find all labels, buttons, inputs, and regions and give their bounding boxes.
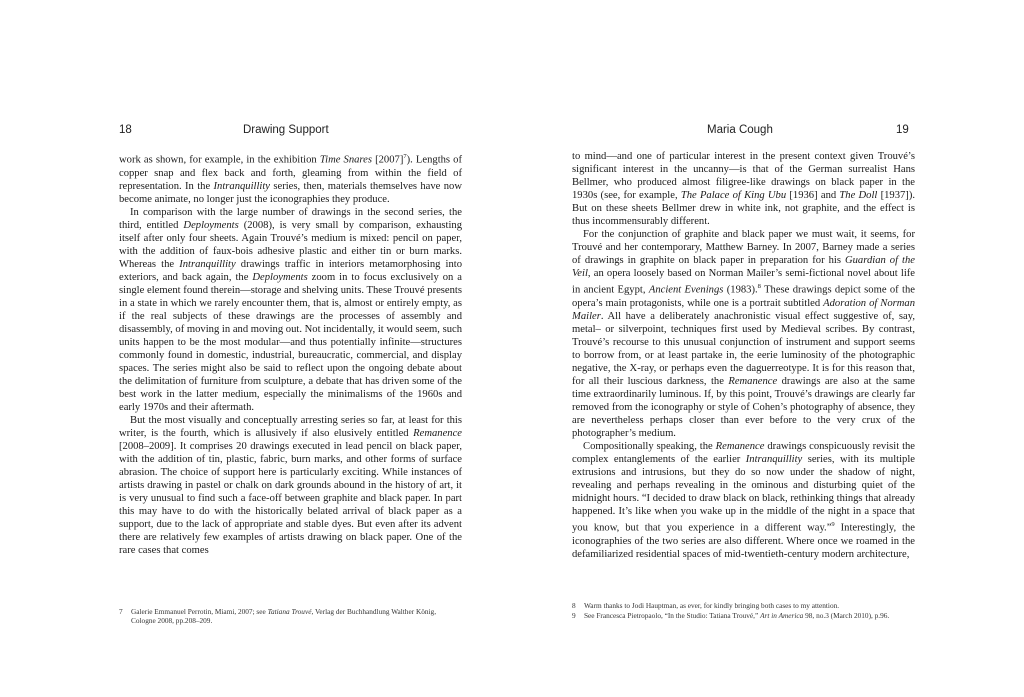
text-span: work as shown, for example, in the exhibition xyxy=(119,154,320,166)
italic-span: Deployments xyxy=(183,219,239,231)
italic-span: Remanence xyxy=(728,375,778,387)
footnote-text xyxy=(131,607,462,625)
text-span: These drawings depict some of the opera’s main protagonists, while one is a portrait subtitled xyxy=(572,284,915,309)
italic-span: Remanence xyxy=(413,427,462,439)
body-paragraph xyxy=(572,440,915,561)
text-span: to mind—and one of particular interest in the present context given Trouvé’s significant interest in the uncanny—is that of the German surrealist Hans Bellmer, who produced almost filigree-like drawings on black paper in the 1930s (see, for example, xyxy=(572,151,915,202)
footnote-number: 9 xyxy=(572,611,576,620)
right-body-text xyxy=(572,150,915,561)
body-paragraph xyxy=(572,150,915,228)
italic-span: Time Snares xyxy=(319,154,372,166)
footnote-number: 8 xyxy=(572,601,576,610)
text-span: drawings traffic in interiors metamorphosing into exteriors, and back again, the xyxy=(119,258,462,283)
left-footnotes xyxy=(119,607,462,626)
left-page-number: 18 xyxy=(119,124,132,136)
text-span: For the conjunction of graphite and black paper we must wait, it seems, for Trouvé and her contemporary, Matthew Barney. In 2007, Barney made a series of drawings in graphite on black paper in preparation for his xyxy=(572,229,915,267)
footnote-ref: 7 xyxy=(403,153,407,160)
footnote-number: 7 xyxy=(119,607,123,616)
footnote-ref: 8 xyxy=(757,283,761,291)
body-paragraph xyxy=(119,206,462,414)
left-body-text xyxy=(119,150,462,557)
italic-span: Intranquillity xyxy=(179,258,236,270)
text-span: drawings are also at the same time extraordinarily luminous. If, by this point, Trouvé’s drawings are clearly far removed from the iconography or style of Cohen’s photography of absence, they are nevertheless perhaps closer than ever before to the very crux of the photographer’s medium. xyxy=(572,375,915,439)
right-page-number: 19 xyxy=(896,124,909,136)
italic-span: Adoration of Norman Mailer xyxy=(572,297,915,322)
text-span: See Francesca Pietropaolo, “In the Studio: Tatiana Trouvé,” xyxy=(584,611,761,620)
text-span: Interestingly, the iconographies of the two series are also different. Where once we roamed in the defamiliarized residential spaces of mid-twentieth-century modern architecture, xyxy=(572,522,915,560)
text-span: 98, no.3 (March 2010), p.96. xyxy=(803,611,890,620)
italic-span: Remanence xyxy=(715,440,765,452)
footnote xyxy=(572,611,922,620)
footnote xyxy=(119,607,462,625)
italic-span: Art in America xyxy=(760,611,804,620)
text-span: (2008), is very small by comparison, exhausting itself after only four sheets. Again Trouvé’s medium is mixed: pencil on paper, with the addition of faux-bois adhesive plastic and either tin or burn marks. Whereas the xyxy=(119,219,462,270)
text-span: , Verlag der Buchhandlung Walther König, Cologne 2008, pp.208–209. xyxy=(131,607,437,625)
text-span: Galerie Emmanuel Perrotin, Miami, 2007; see xyxy=(131,607,268,616)
body-paragraph xyxy=(119,150,462,206)
text-span: Compositionally speaking, the xyxy=(583,440,716,452)
text-span: But the most visually and conceptually arresting series so far, at least for this writer, is the fourth, which is allusively if also elusively entitled xyxy=(119,414,462,439)
text-span: ). Lengths of copper snap and flex back and forth, gleaming from within the field of representation. In the xyxy=(119,154,462,192)
footnote xyxy=(572,601,922,610)
text-span: [1937]). But on these sheets Bellmer drew in white ink, not graphite, and the effect is thus incommensurably different. xyxy=(572,190,916,228)
text-span: Warm thanks to Jodi Hauptman, as ever, for kindly bringing both cases to my attention. xyxy=(584,601,840,610)
italic-span: Intranquillity xyxy=(745,453,803,465)
italic-span: Ancient Evenings xyxy=(648,284,724,296)
right-page xyxy=(512,0,1024,697)
footnote-text xyxy=(584,611,922,620)
text-span: . All have a deliberately anachronistic visual effect suggestive of, say, metal– or silverpoint, techniques first used by Medieval scribes. By contrast, Trouvé’s recourse to this unusual conjunction of instrument and support seems to borrow from, or at least partake in, the eerie luminosity of the photographic negative, the X-ray, or perhaps even the daguerreotype. It is for this reason that, for all their luscious darkness, the xyxy=(572,310,915,387)
italic-span: Tatiana Trouvé xyxy=(267,607,312,616)
body-paragraph xyxy=(119,414,462,557)
footnote-ref: 9 xyxy=(831,520,835,528)
text-span: , an opera loosely based on Norman Mailer’s semi-fictional novel about life in ancient Egypt, xyxy=(572,268,915,296)
text-span: [2008–2009]. It comprises 20 drawings executed in lead pencil on black paper, with the addition of tin, plastic, fabric, burn marks, and other forms of surface abrasion. The choice of support here is particularly exciting. While instances of artists drawing in pastel or chalk on dark grounds abound in the history of art, it is very unusual to find such a face-off between graphite and black paper. In part this may have to do with the historically belated arrival of black paper as a support, due to the lack of appropriate and stable dyes. But even after its advent there are relatively few examples of artists drawing on black paper. One of the rare cases that comes xyxy=(119,440,462,556)
left-running-head: Drawing Support xyxy=(243,124,329,136)
text-span: (1983). xyxy=(723,284,758,296)
text-span: series, with its multiple extrusions and intrusions, but they do so now under the shadow of night, revealing and perhaps revealing in the ominous and disturbing quiet of the midnight hours. “I decided to draw black on black, rethinking things that already happened. It’s like when you wake up in the middle of the night in a space that you know, but that you experience in a different way.” xyxy=(572,453,916,534)
text-span: drawings conspicuously revisit the complex entanglements of the earlier xyxy=(572,440,916,465)
footnote-text xyxy=(584,601,922,610)
text-span: zoom in to focus exclusively on a single element found therein—storage and shelving units. These Trouvé presents in a state in which we rarely encounter them, that is, almost or entirely empty, as if the real subjects of these drawings are the processes of assembly and disassembly, of moving in and moving out. Not incidentally, it would seem, such units happen to be the most modular—and thus potentially infinite—structures commonly found in domestic, industrial, bureaucratic, commercial, and display spaces. The series might also be said to reflect upon the ongoing debate about the delimitation of furniture from sculpture, a debate that has driven some of the best work in the latter medium, especially the minimalisms of the 1960s and early 1970s and their aftermath. xyxy=(119,271,462,413)
text-span: [1936] and xyxy=(786,190,840,202)
right-running-head: Maria Cough xyxy=(707,124,773,136)
italic-span: Intranquillity xyxy=(213,180,271,192)
text-span: In comparison with the large number of drawings in the second series, the third, entitled xyxy=(119,206,462,231)
body-paragraph xyxy=(572,228,915,440)
italic-span: Deployments xyxy=(252,271,308,283)
text-span: [2007] xyxy=(372,154,404,166)
text-span: series, then, materials themselves have now become animate, no longer just the iconographies they produce. xyxy=(119,180,462,205)
right-footnotes xyxy=(572,601,922,621)
italic-span: The Palace of King Ubu xyxy=(680,190,787,202)
italic-span: The Doll xyxy=(839,190,878,202)
italic-span: Guardian of the Veil xyxy=(572,255,915,280)
